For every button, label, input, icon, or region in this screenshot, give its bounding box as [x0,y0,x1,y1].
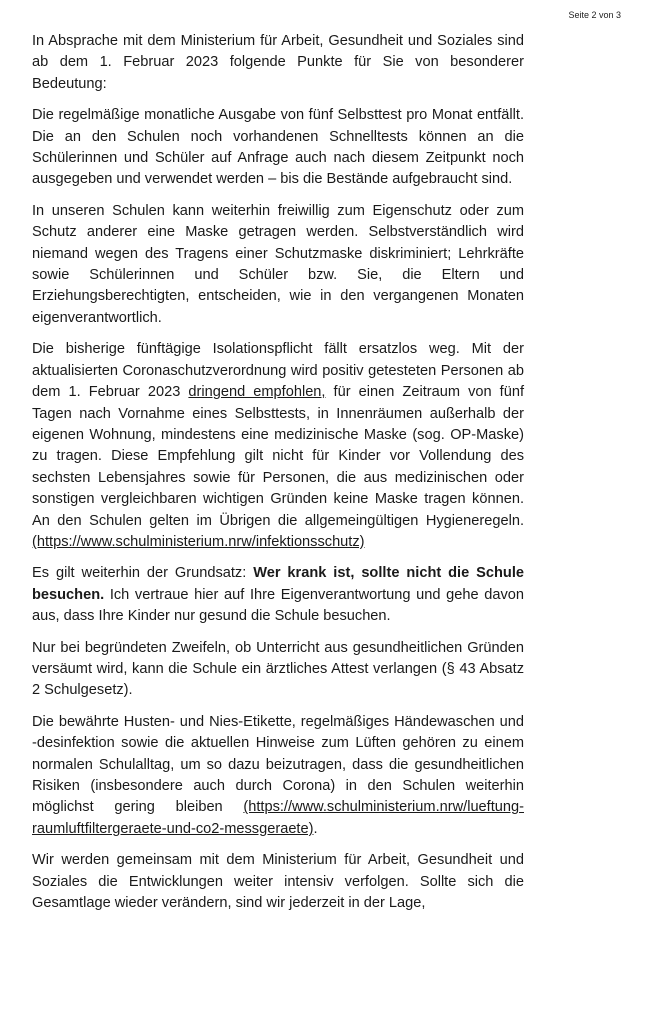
recommendation-underlined: dringend empfohlen, [188,384,326,401]
principle-text-2: Ich vertraue hier auf Ihre Eigenverantwortung und gehe davon aus, dass Ihre Kinder nur gesund die Schule besuchen. [32,586,524,625]
hygiene-text-1: Die bewährte Husten- und Nies-Etikette, regelmäßiges Händewaschen und -desinfektion sowie die aktuellen Hinweise zum Lüften gehören zu einem normalen Schulalltag, um so dazu beizutragen, dass die gesundheitlichen Risiken (insbesondere auch durch Corona) in den Schulen weiterhin möglichst gering bleiben [32,713,524,816]
infection-protection-link[interactable]: (https://www.schulministerium.nrw/infektionsschutz) [32,533,365,550]
paragraph-selftests: Die regelmäßige monatliche Ausgabe von fünf Selbsttest pro Monat entfällt. Die an den Schulen noch vorhandenen Schnelltests können an die Schülerinnen und Schüler auf Anfrage auch nach diesem Zeitpunkt noch ausgegeben und verwendet werden – bis die Bestände aufgebraucht sind. [32,107,524,188]
paragraph-attest: Nur bei begründeten Zweifeln, ob Unterricht aus gesundheitlichen Gründen versäumt wird, kann die Schule ein ärztliches Attest verlangen (§ 43 Absatz 2 Schulgesetz). [32,639,524,699]
letter-body [32,31,524,914]
paragraph-masks: In unseren Schulen kann weiterhin freiwillig zum Eigenschutz oder zum Schutz anderer eine Maske getragen werden. Selbstverständlich wird niemand wegen des Tragens einer Schutzmaske diskriminiert; Lehrkräfte sowie Schülerinnen und Schüler bzw. Sie, die Eltern und Erziehungsberechtigten, entscheiden, wie in den vergangenen Monaten eigenverantwortlich. [32,202,524,326]
ventilation-link[interactable]: (https://www.schulministerium.nrw/lueftung-raumluftfiltergeraete-und-co2-messgeraete) [32,799,524,837]
paragraph-outlook: Wir werden gemeinsam mit dem Ministerium für Arbeit, Gesundheit und Soziales die Entwicklungen weiter intensiv verfolgen. Sollte sich die Gesamtlage wieder verändern, sind wir jederzeit in der Lage, [32,852,524,912]
principle-text-1: Es gilt weiterhin der Grundsatz: [32,565,254,582]
isolation-text-1: Die bisherige fünftägige Isolationspflicht fällt ersatzlos weg. Mit der aktualisierten Coronaschutzverordnung wird positiv getesteten Personen ab dem 1. Februar 2023 [32,341,524,401]
paragraph-hygiene [32,712,524,840]
principle-bold: Wer krank ist, sollte nicht die Schule besuchen. [32,565,525,603]
paragraph-isolation [32,339,524,553]
paragraph-intro: In Absprache mit dem Ministerium für Arbeit, Gesundheit und Soziales sind ab dem 1. Februar 2023 folgende Punkte für Sie von besonderer Bedeutung: [32,33,524,92]
page-number: Seite 2 von 3 [568,10,621,20]
isolation-text-2: für einen Zeitraum von fünf Tagen nach Vornahme eines Selbsttests, in Innenräumen außerhalb der eigenen Wohnung, mindestens eine medizinische Maske (sog. OP-Maske) zu tragen. Diese Empfehlung gilt nicht für Kinder vor Vollendung des sechsten Lebensjahres sowie für Personen, die aus medizinischen oder sonstigen vergleichbaren wichtigen Gründen keine Maske tragen können. An den Schulen gelten im Übrigen die allgemeingültigen Hygieneregeln. [32,384,525,529]
paragraph-principle [32,563,524,627]
hygiene-text-2: . [313,820,318,837]
